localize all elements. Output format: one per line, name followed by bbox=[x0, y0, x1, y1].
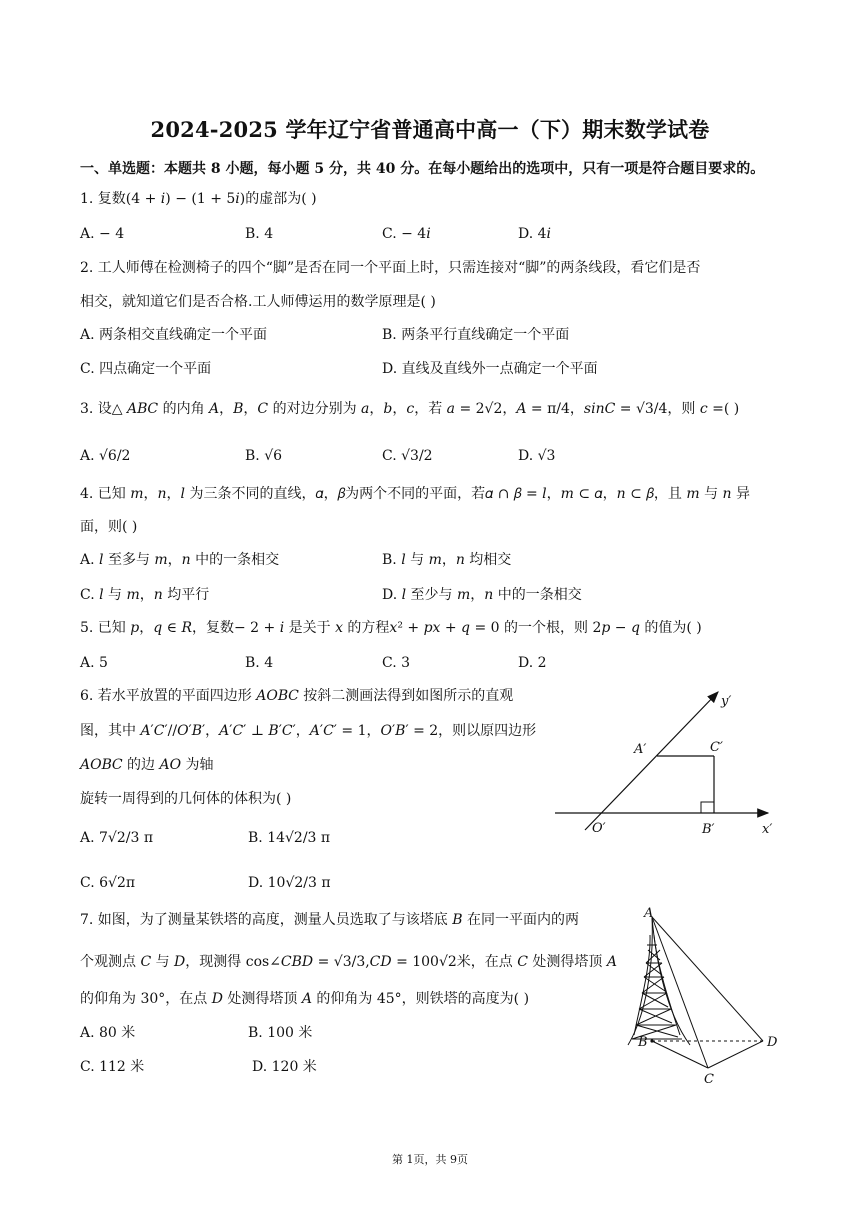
question-5-option-d: D. 2 bbox=[518, 655, 547, 671]
question-7-option-a: A. 80 米 bbox=[80, 1025, 136, 1041]
question-5-option-a: A. 5 bbox=[80, 655, 108, 671]
question-7-stem-line3: 的仰角为 30°，在点 𝐷 处测得塔顶 𝐴 的仰角为 45°，则铁塔的高度为( ) bbox=[80, 991, 530, 1007]
label-b: B bbox=[638, 1035, 648, 1050]
question-2-stem-line2: 相交，就知道它们是否合格.工人师傅运用的数学原理是( ) bbox=[80, 294, 436, 310]
question-4-option-c: C. 𝑙 与 𝑚，𝑛 均平行 bbox=[80, 587, 210, 603]
y-axis bbox=[585, 692, 718, 830]
label-c: C bbox=[704, 1072, 714, 1087]
label-o-prime: O′ bbox=[592, 821, 606, 836]
label-c-prime: C′ bbox=[710, 740, 723, 755]
question-6-stem-line2: 图，其中 𝐴′𝐶′//𝑂′𝐵′，𝐴′𝐶′ ⊥ 𝐵′𝐶′，𝐴′𝐶′ = 1，𝑂′𝐵′ = 2，则以原四边形 bbox=[80, 723, 537, 739]
question-6-option-b: B. 14√2/3 π bbox=[248, 830, 331, 846]
question-4-option-b: B. 𝑙 与 𝑚，𝑛 均相交 bbox=[382, 552, 512, 568]
question-2-option-a: A. 两条相交直线确定一个平面 bbox=[80, 327, 268, 343]
oblique-projection-figure bbox=[550, 680, 790, 840]
page-footer: 第 1页，共 9页 bbox=[392, 1153, 468, 1166]
question-7-option-c: C. 112 米 bbox=[80, 1059, 145, 1075]
question-1-option-b: B. 4 bbox=[245, 226, 274, 242]
label-b-prime: B′ bbox=[702, 822, 715, 837]
point-b bbox=[650, 1039, 653, 1042]
section-heading: 一、单选题：本题共 8 小题，每小题 5 分，共 40 分。在每小题给出的选项中，只有一项是符合题目要求的。 bbox=[80, 161, 765, 177]
question-3-option-d: D. √3 bbox=[518, 448, 556, 464]
label-a-prime: A′ bbox=[634, 742, 647, 757]
question-5-stem: 5. 已知 𝑝，𝑞 ∈ 𝑅，复数− 2 + 𝑖 是关于 𝑥 的方程𝑥² + 𝑝𝑥 + 𝑞 = 0 的一个根，则 2𝑝 − 𝑞 的值为( ) bbox=[80, 620, 702, 636]
label-d: D bbox=[767, 1035, 778, 1050]
question-2-stem-line1: 2. 工人师傅在检测椅子的四个“脚”是否在同一个平面上时，只需连接对“脚”的两条线段，看它们是否 bbox=[80, 260, 701, 276]
question-1-option-c: C. − 4𝑖 bbox=[382, 226, 431, 242]
question-6-option-c: C. 6√2π bbox=[80, 875, 136, 891]
question-4-option-a: A. 𝑙 至多与 𝑚，𝑛 中的一条相交 bbox=[80, 552, 280, 568]
label-x-prime: x′ bbox=[762, 822, 773, 837]
tower-figure bbox=[610, 905, 790, 1090]
question-7-option-d: D. 120 米 bbox=[252, 1059, 317, 1075]
question-4-stem-line2: 面，则( ) bbox=[80, 519, 138, 535]
question-5-option-b: B. 4 bbox=[245, 655, 274, 671]
right-angle-mark bbox=[701, 802, 714, 813]
question-6-stem-line1: 6. 若水平放置的平面四边形 𝐴𝑂𝐵𝐶 按斜二测画法得到如图所示的直观 bbox=[80, 688, 514, 704]
question-1-option-d: D. 4𝑖 bbox=[518, 226, 552, 242]
question-4-stem-line1: 4. 已知 𝑚，𝑛，𝑙 为三条不同的直线，𝛼，𝛽为两个不同的平面，若𝛼 ∩ 𝛽 = 𝑙，𝑚 ⊂ 𝛼，𝑛 ⊂ 𝛽，且 𝑚 与 𝑛 异 bbox=[80, 486, 750, 502]
question-3-stem: 3. 设△ 𝐴𝐵𝐶 的内角 𝐴，𝐵，𝐶 的对边分别为 𝑎，𝑏，𝑐，若 𝑎 = 2√2，𝐴 = π/4，𝑠𝑖𝑛𝐶 = √3/4，则 𝑐 =( ) bbox=[80, 401, 740, 417]
question-2-option-d: D. 直线及直线外一点确定一个平面 bbox=[382, 361, 598, 377]
page-title: 2024-2025 学年辽宁省普通高中高一（下）期末数学试卷 bbox=[150, 117, 710, 142]
question-7-stem-line1: 7. 如图，为了测量某铁塔的高度，测量人员选取了与该塔底 𝐵 在同一平面内的两 bbox=[80, 912, 579, 928]
question-2-option-b: B. 两条平行直线确定一个平面 bbox=[382, 327, 570, 343]
label-y-prime: y′ bbox=[721, 694, 732, 709]
question-7-option-b: B. 100 米 bbox=[248, 1025, 313, 1041]
question-4-option-d: D. 𝑙 至少与 𝑚，𝑛 中的一条相交 bbox=[382, 587, 582, 603]
question-6-stem-line3: 𝐴𝑂𝐵𝐶 的边 𝐴𝑂 为轴 bbox=[80, 757, 214, 773]
question-1-option-a: A. − 4 bbox=[80, 226, 125, 242]
question-7-stem-line2: 个观测点 𝐶 与 𝐷，现测得 cos∠𝐶𝐵𝐷 = √3/3,𝐶𝐷 = 100√2米，在点 𝐶 处测得塔顶 𝐴 bbox=[80, 954, 617, 970]
question-3-option-a: A. √6/2 bbox=[80, 448, 131, 464]
question-5-option-c: C. 3 bbox=[382, 655, 411, 671]
question-6-option-d: D. 10√2/3 π bbox=[248, 875, 331, 891]
question-3-option-b: B. √6 bbox=[245, 448, 283, 464]
question-3-option-c: C. √3/2 bbox=[382, 448, 433, 464]
question-6-option-a: A. 7√2/3 π bbox=[80, 830, 154, 846]
question-2-option-c: C. 四点确定一个平面 bbox=[80, 361, 212, 377]
question-1-stem: 1. 复数(4 + 𝑖) − (1 + 5𝑖)的虚部为( ) bbox=[80, 191, 317, 207]
label-a: A bbox=[644, 906, 654, 921]
question-6-stem-line4: 旋转一周得到的几何体的体积为( ) bbox=[80, 791, 292, 807]
